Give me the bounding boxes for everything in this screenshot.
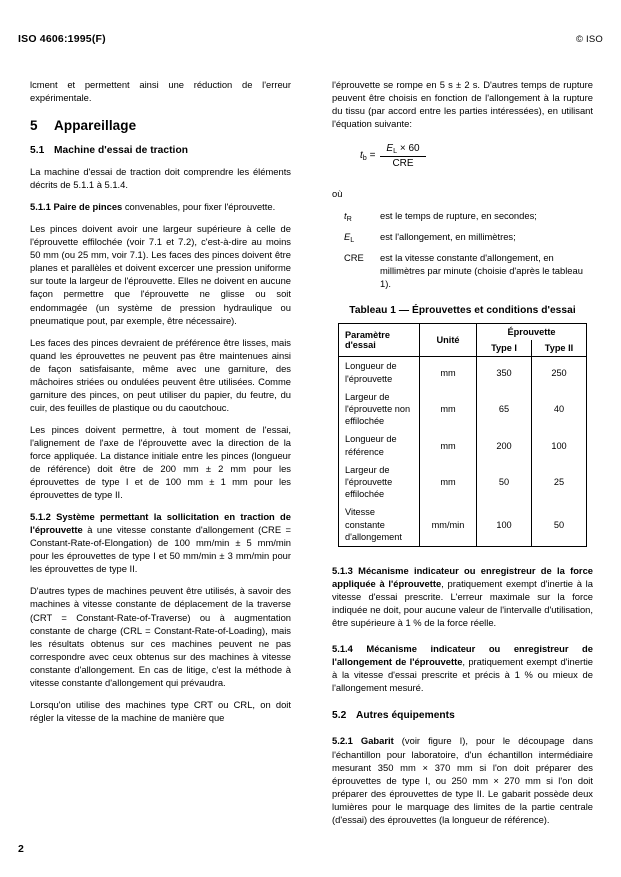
table-body xyxy=(339,357,587,547)
definition-symbol xyxy=(344,251,384,264)
standard-reference: ISO 4606:1995(F) xyxy=(18,33,106,45)
clause-5-2-heading xyxy=(332,710,593,721)
clause-5-heading xyxy=(30,118,291,133)
clause-5-1-4-rest: , pratiquement exempt d'inertie à la vitesse d'essai prescrite et précis à 1 % ou mieux de l'allongement mesuré. xyxy=(332,656,593,694)
clause-5-1-2-paragraph xyxy=(30,510,291,575)
definition-symbol-base: t xyxy=(344,210,347,222)
clause-5-1-intro-paragraph: La machine d'essai de traction doit comprendre les éléments décrits de 5.1.1 à 5.1.4. xyxy=(30,166,291,191)
cell-unit: mm xyxy=(420,388,477,431)
cell-parameter: Largeur de l'éprouvette non effilochée xyxy=(339,388,420,431)
continuation-paragraph: lcment et permettent ainsi une réduction de l'erreur expérimentale. xyxy=(30,79,291,104)
cell-unit: mm xyxy=(420,430,477,460)
clause-5-1-3-lead-text: Mécanisme indicateur ou enregistreur de la force appliquée à l'éprouvette xyxy=(332,565,593,590)
clause-5-1-3-number: 5.1.3 xyxy=(332,565,353,577)
clause-5-2-number: 5.2 xyxy=(332,710,347,722)
clause-5-1-4-lead-text: Mécanisme indicateur ou enregistreur de l'allongement de l'éprouvette xyxy=(332,643,593,668)
where-label: où xyxy=(332,188,343,200)
formula-numerator xyxy=(380,143,425,157)
table-row xyxy=(339,357,587,388)
table-row xyxy=(339,503,587,546)
clause-5-1-3-rest: , pratiquement exempt d'inertie à la vitesse d'essai prescrite. L'erreur maximale sur la force indiquée ne doit, pour aucune valeur de l'intervalle d'utilisation, être supérieure à 1 % de la force réelle. xyxy=(332,578,593,629)
definition-item xyxy=(332,251,593,290)
clause-5-1-number: 5.1 xyxy=(30,145,45,157)
cell-unit: mm/min xyxy=(420,503,477,546)
clause-5-1-1-number: 5.1.1 xyxy=(30,201,51,213)
formula-lhs-symbol: t xyxy=(360,150,363,162)
table-1-caption: Tableau 1 — Éprouvettes et conditions d'essai xyxy=(349,305,576,317)
cell-type-2: 40 xyxy=(532,388,587,431)
definition-symbol-subscript: R xyxy=(346,214,352,224)
copyright-notice: © ISO xyxy=(575,34,603,45)
clause-5-2-title: Autres équipements xyxy=(356,710,455,722)
formula-numerator-subscript: L xyxy=(393,146,398,156)
table-1-specimens-and-test-conditions xyxy=(338,323,587,547)
formula-lhs xyxy=(360,150,380,162)
cell-type-2: 50 xyxy=(532,503,587,546)
formula-fraction xyxy=(380,143,425,169)
right-column xyxy=(332,78,593,835)
cell-type-2: 100 xyxy=(532,430,587,460)
clause-5-1-4-number: 5.1.4 xyxy=(332,643,353,655)
clause-5-2-1-paragraph xyxy=(332,734,593,825)
definition-item xyxy=(332,230,593,243)
column-header-parameter: Paramètre d'essai xyxy=(339,324,420,357)
clause-5-1-2-rest: à une vitesse constante d'allongement (CRE = Constant-Rate-of-Elongation) de 100 mm/min ± 5 mm/min pour les éprouvettes de type I et 50 mm/min ± 3 mm/min pour les éprouvettes de type II. xyxy=(30,524,291,575)
running-head xyxy=(18,33,603,47)
cell-type-1: 50 xyxy=(477,461,532,504)
clause-5-2-1-lead-text: Gabarit xyxy=(360,735,394,747)
formula-numerator-symbol: E xyxy=(386,143,394,155)
definition-item xyxy=(332,209,593,222)
table-row xyxy=(339,430,587,460)
clause-5-1-4-paragraph xyxy=(332,642,593,694)
column-header-group-specimen: Éprouvette xyxy=(477,324,587,341)
clause-5-1-4-spacer xyxy=(353,643,367,654)
pinces-faces-paragraph: Les faces des pinces devraient de préférence être lisses, mais quand les éprouvettes ne peuvent pas être maintenues ainsi de façon satisfaisante, même avec une garniture, des mâchoires striées ou ondulées peuvent être utilisées. Comme garniture des pinces, on peut utiliser du papier, du feutre, du cuir, des feuilles de plastique ou du caoutchouc. xyxy=(30,336,291,413)
formula-equals: = xyxy=(369,150,376,162)
definition-symbol-base: CRE xyxy=(344,252,364,264)
clause-5-1-1-lead-text: Paire de pinces xyxy=(53,201,123,213)
column-header-type-1: Type I xyxy=(477,340,532,357)
cell-unit: mm xyxy=(420,461,477,504)
definition-description: est le temps de rupture, en secondes; xyxy=(380,210,537,222)
cell-type-1: 65 xyxy=(477,388,532,431)
autres-machines-paragraph: D'autres types de machines peuvent être utilisés, à savoir des machines à vitesse constante de déplacement de la traverse (CRT = Constant-Rate-of-Traverse) ou à augmentation constante de charge (CRL = Constant-Rate-of-Loading), mais les résultats obtenus sur ces machines peuvent ne pas correspondre avec ceux obtenus sur des machines à vitesse constante d'allongement. En cas de litige, c'est la méthode à vitesse constante d'allongement qui prévaudra. xyxy=(30,585,291,688)
left-column xyxy=(30,78,291,733)
clause-5-1-2-number: 5.1.2 xyxy=(30,511,51,523)
definition-symbol-base: E xyxy=(344,231,351,243)
rupture-paragraph: l'éprouvette se rompe en 5 s ± 2 s. D'autres temps de rupture peuvent être choisis en fonction de l'allongement à la rupture du tissu (par accord entre les parties intéressées), en utilisant l'équation suivante: xyxy=(332,79,593,130)
pinces-largeur-paragraph: Les pinces doivent avoir une largeur supérieure à celle de l'éprouvette effilochée (voir 7.1 et 7.2), c'est-à-dire au moins 50 mm (ou 25 mm, voir 7.1). Les faces des pinces doivent être planes et parallèles et doivent excercer une pression uniforme sur toute la largeur de l'éprouvette. Elles ne doivent en aucune façon permettre que l'éprouvette ne glisse ou soit endommagée (un système de pression hydraulique ou pneumatique pout, par exemple, être nécessaire). xyxy=(30,223,291,326)
cell-parameter: Longueur de l'éprouvette xyxy=(339,357,420,388)
clause-5-1-title: Machine d'essai de traction xyxy=(54,145,188,157)
clause-5-number: 5 xyxy=(30,118,38,134)
cell-type-1: 350 xyxy=(477,357,532,388)
column-header-unit: Unité xyxy=(420,324,477,357)
table-header-row-1 xyxy=(339,324,587,341)
cell-parameter: Longueur de référence xyxy=(339,430,420,460)
definition-description: est l'allongement, en millimètres; xyxy=(380,231,516,243)
cell-unit: mm xyxy=(420,357,477,388)
cell-type-1: 100 xyxy=(477,503,532,546)
definition-symbol-subscript: L xyxy=(350,235,355,245)
cell-type-2: 25 xyxy=(532,461,587,504)
definition-symbol xyxy=(344,209,384,225)
clause-5-2-1-spacer xyxy=(353,735,361,746)
cell-type-1: 200 xyxy=(477,430,532,460)
clause-5-2-1-rest: (voir figure I), pour le découpage dans l'échantillon pour laboratoire, d'un échantillon intermédiaire mesurant 350 mm × 370 mm si l'on doit préparer des éprouvettes de type I, ou 250 mm × 270 mm si l'on doit préparer des éprouvettes de type II. Le gabarit possède deux lumières pour le marquage des limites de la partie centrale (d'essai) des éprouvettes (la longueur de référence). xyxy=(332,735,593,825)
clause-5-1-2-lead-text: Système permettant la sollicitation en traction de l'éprouvette xyxy=(30,511,291,536)
clause-5-1-heading xyxy=(30,145,291,156)
breaking-time-formula xyxy=(332,143,593,177)
page-number: 2 xyxy=(18,843,24,855)
clause-5-1-1-rest: convenables, pour fixer l'éprouvette. xyxy=(122,201,276,213)
table-row xyxy=(339,461,587,504)
definition-symbol xyxy=(344,230,384,246)
cell-parameter: Vitesse constante d'allongement xyxy=(339,503,420,546)
symbol-definitions xyxy=(332,209,593,290)
column-header-type-2: Type II xyxy=(532,340,587,357)
table-header xyxy=(339,324,587,357)
clause-5-1-3-paragraph xyxy=(332,564,593,629)
clause-5-2-1-number: 5.2.1 xyxy=(332,735,353,747)
clause-5-title: Appareillage xyxy=(54,118,137,134)
definition-description: est la vitesse constante d'allongement, en millimètres par minute (choisie d'après le tableau 1). xyxy=(380,252,583,290)
formula-lhs-subscript: b xyxy=(362,153,367,163)
cell-parameter: Largeur de l'éprouvette effilochée xyxy=(339,461,420,504)
formula-denominator: CRE xyxy=(392,158,414,170)
formula-numerator-rest: × 60 xyxy=(397,143,420,155)
cell-type-2: 250 xyxy=(532,357,587,388)
pinces-alignement-paragraph: Les pinces doivent permettre, à tout moment de l'essai, l'alignement de l'axe de l'éprouvette avec la direction de la force appliquée. La distance initiale entre les pinces (longueur de référence) doit être de 200 mm ± 2 mm pour les éprouvettes de type I et de 100 mm ± 1 mm pour les éprouvettes de type II. xyxy=(30,423,291,501)
clause-5-1-1-paragraph xyxy=(30,200,291,213)
table-row xyxy=(339,388,587,431)
crt-crl-paragraph: Lorsqu'on utilise des machines type CRT ou CRL, on doit régler la vitesse de la machine de manière que xyxy=(30,698,291,723)
